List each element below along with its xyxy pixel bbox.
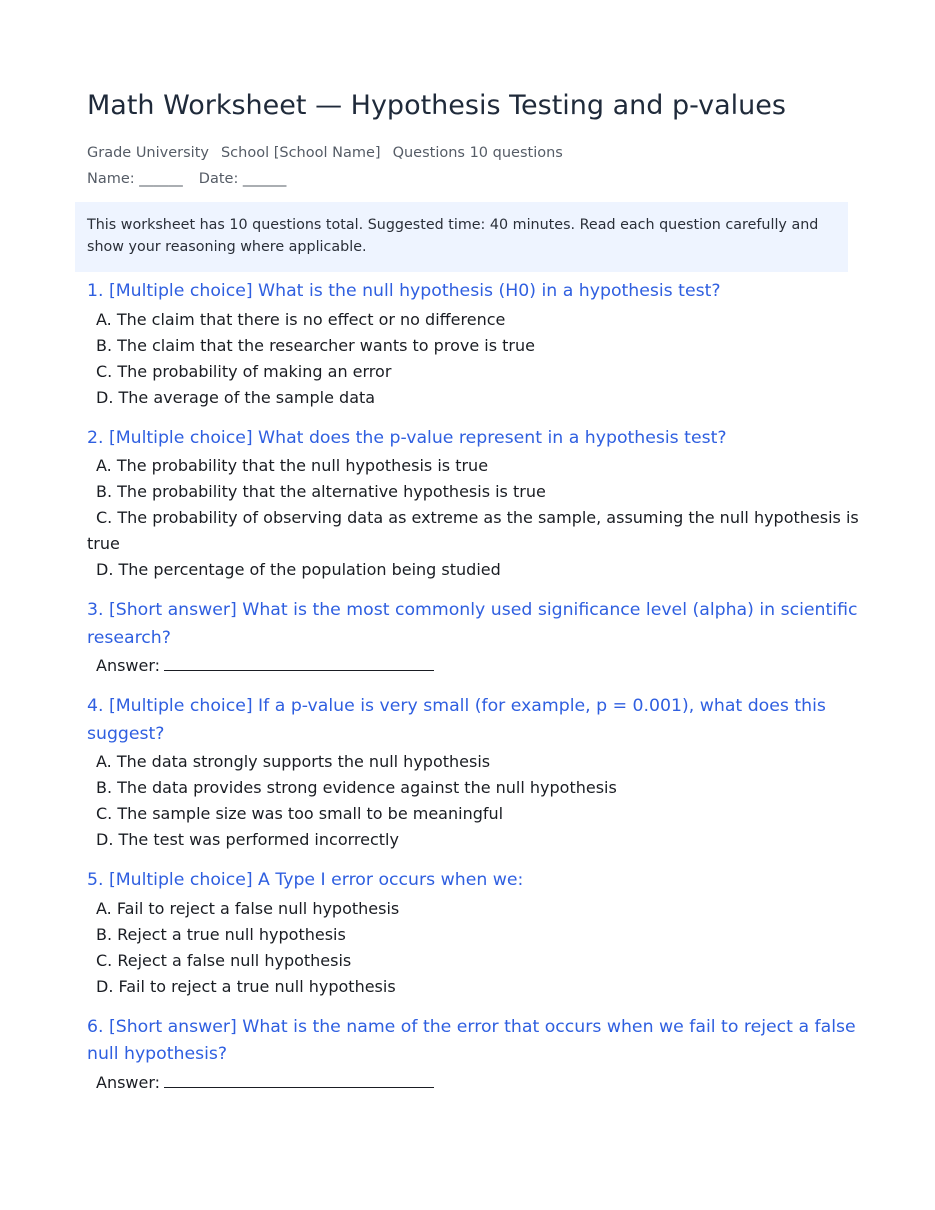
- name-field: Name: ______: [87, 171, 183, 187]
- question-4: [87, 693, 860, 853]
- option-a: A. The claim that there is no effect or no difference: [96, 309, 506, 329]
- question-text: 3. [Short answer] What is the most commonly used significance level (alpha) in scientific research?: [87, 600, 858, 648]
- name-date-row: [87, 168, 860, 190]
- option-b: B. The probability that the alternative hypothesis is true: [96, 482, 546, 501]
- question-text: 2. [Multiple choice] What does the p-value represent in a hypothesis test?: [87, 427, 727, 448]
- option-d: D. Fail to reject a true null hypothesis: [96, 976, 396, 996]
- date-field: Date: ______: [198, 171, 287, 187]
- question-5: [87, 867, 860, 1000]
- questions-count-label: Questions 10 questions: [392, 145, 563, 161]
- grade-label: Grade University: [87, 145, 209, 161]
- option-a: A. Fail to reject a false null hypothesis: [96, 898, 400, 918]
- question-3: [87, 597, 860, 679]
- answer-row: [87, 1070, 860, 1096]
- question-text: 4. [Multiple choice] If a p-value is very small (for example, p = 0.001), what does this suggest?: [87, 696, 826, 744]
- question-6: [87, 1014, 860, 1096]
- meta-row: [87, 142, 860, 164]
- option-a: A. The probability that the null hypothesis is true: [96, 456, 489, 475]
- question-2: [87, 425, 860, 584]
- option-c: [87, 505, 860, 557]
- question-text: 5. [Multiple choice] A Type I error occurs when we:: [87, 870, 524, 890]
- answer-row: [87, 653, 860, 679]
- instructions-box: This worksheet has 10 questions total. Suggested time: 40 minutes. Read each question carefully and show your reasoning where applicable.: [75, 202, 848, 272]
- option-d: D. The test was performed incorrectly: [96, 830, 399, 849]
- page-title: Math Worksheet — Hypothesis Testing and p-values: [87, 90, 786, 121]
- option-c: C. The probability of making an error: [96, 361, 392, 381]
- option-c: C. The sample size was too small to be meaningful: [96, 804, 504, 823]
- question-text: 1. [Multiple choice] What is the null hypothesis (H0) in a hypothesis test?: [87, 281, 721, 301]
- school-label: School [School Name]: [220, 145, 381, 161]
- answer-label: Answer:: [96, 656, 161, 675]
- option-b: B. The data provides strong evidence against the null hypothesis: [96, 778, 617, 797]
- option-a: A. The data strongly supports the null hypothesis: [96, 752, 491, 771]
- question-text: 6. [Short answer] What is the name of the error that occurs when we fail to reject a false null hypothesis?: [87, 1016, 856, 1064]
- option-d: D. The average of the sample data: [96, 387, 376, 407]
- option-b: B. The claim that the researcher wants to prove is true: [96, 335, 535, 355]
- question-1: [87, 278, 860, 411]
- option-c-text: C. The probability of observing data as extreme as the sample, assuming the null hypothesis is true: [87, 508, 859, 553]
- option-b: B. Reject a true null hypothesis: [96, 924, 346, 944]
- option-d: D. The percentage of the population being studied: [96, 560, 501, 579]
- answer-input[interactable]: [164, 1073, 434, 1088]
- answer-input[interactable]: [164, 656, 434, 671]
- option-c: C. Reject a false null hypothesis: [96, 950, 352, 970]
- answer-label: Answer:: [96, 1072, 161, 1092]
